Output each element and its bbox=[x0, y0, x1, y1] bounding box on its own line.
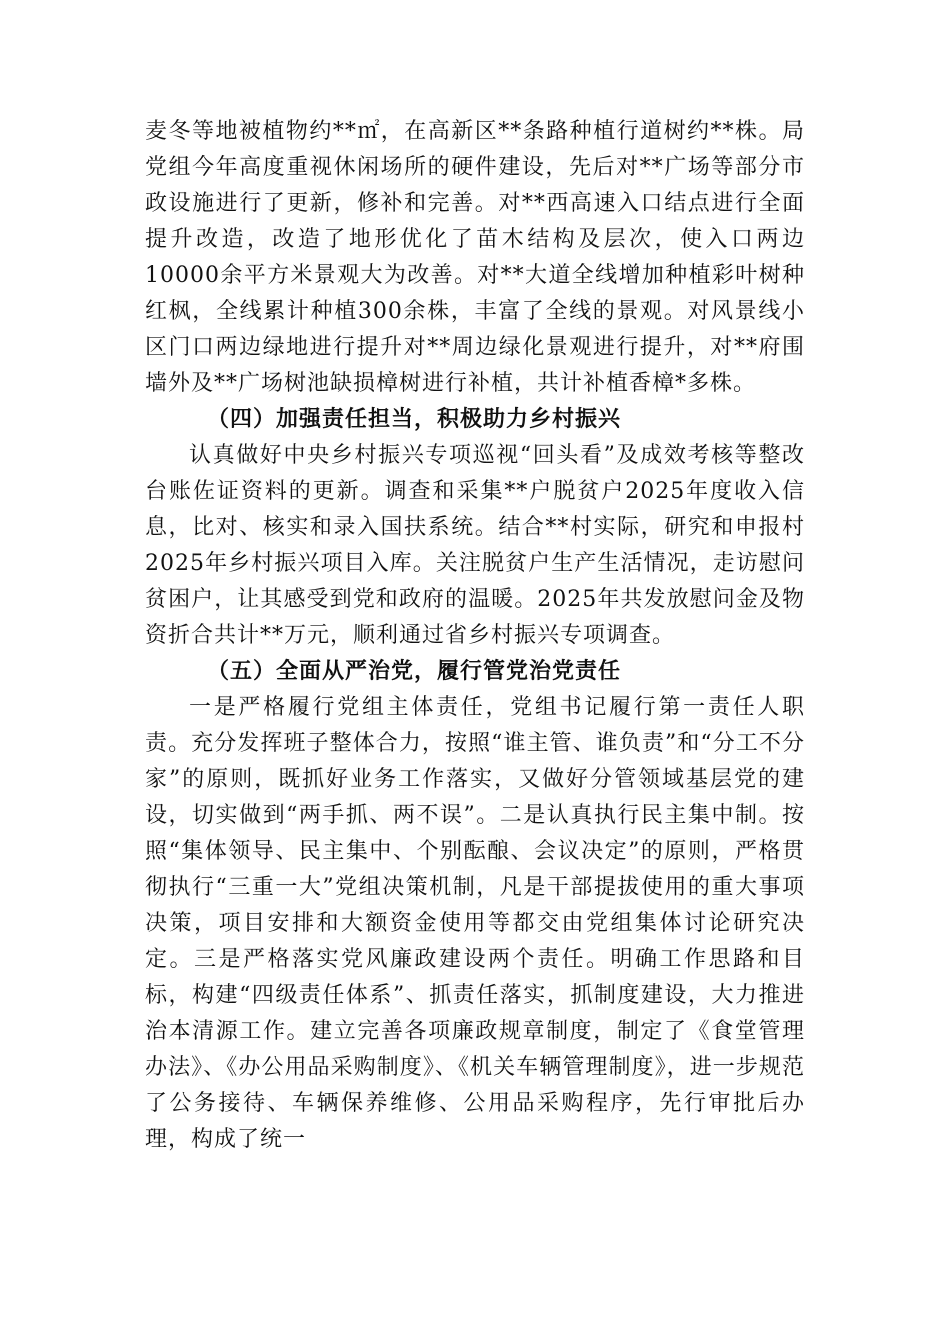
paragraph-rural-revitalization: 认真做好中央乡村振兴专项巡视“回头看”及成效考核等整改台账佐证资料的更新。调查和采集**户脱贫户2025年度收入信息，比对、核实和录入国扶系统。结合**村实际，研究和申报村2025年乡村振兴项目入库。关注脱贫户生产生活情况，走访慰问贫困户，让其感受到党和政府的温暖。2025年共发放慰问金及物资折合共计**万元，顺利通过省乡村振兴专项调查。 bbox=[145, 443, 805, 648]
heading-rural-revitalization: （四）加强责任担当，积极助力乡村振兴 bbox=[207, 407, 622, 432]
paragraph-party-governance: 一是严格履行党组主体责任，党组书记履行第一责任人职责。充分发挥班子整体合力，按照“谁主管、谁负责”和“分工不分家”的原则，既抓好业务工作落实，又做好分管领域基层党的建设，切实做到“两手抓、两不误”。二是认真执行民主集中制。按照“集体领导、民主集中、个别酝酿、会议决定”的原则，严格贯彻执行“三重一大”党组决策机制，凡是干部提拔使用的重大事项决策，项目安排和大额资金使用等都交由党组集体讨论研究决定。三是严格落实党风廉政建设两个责任。明确工作思路和目标，构建“四级责任体系”、抓责任落实，抓制度建设，大力推进治本清源工作。建立完善各项廉政规章制度，制定了《食堂管理办法》、《办公用品采购制度》、《机关车辆管理制度》，进一步规范了公务接待、车辆保养维修、公用品采购程序，先行审批后办理，构成了统一 bbox=[145, 695, 805, 1152]
heading-party-governance: （五）全面从严治党，履行管党治党责任 bbox=[207, 659, 622, 684]
paragraph-greening-projects: 麦冬等地被植物约**㎡，在高新区**条路种植行道树约**株。局党组今年高度重视休闲场所的硬件建设，先后对**广场等部分市政设施进行了更新，修补和完善。对**西高速入口结点进行全面提升改造，改造了地形优化了苗木结构及层次，使入口两边10000余平方米景观大为改善。对**大道全线增加种植彩叶树种红枫，全线累计种植300余株，丰富了全线的景观。对风景线小区门口两边绿地进行提升对**周边绿化景观进行提升，对**府围墙外及**广场树池缺损樟树进行补植，共计补植香樟*多株。 bbox=[145, 119, 805, 396]
document-body bbox=[145, 114, 805, 1158]
